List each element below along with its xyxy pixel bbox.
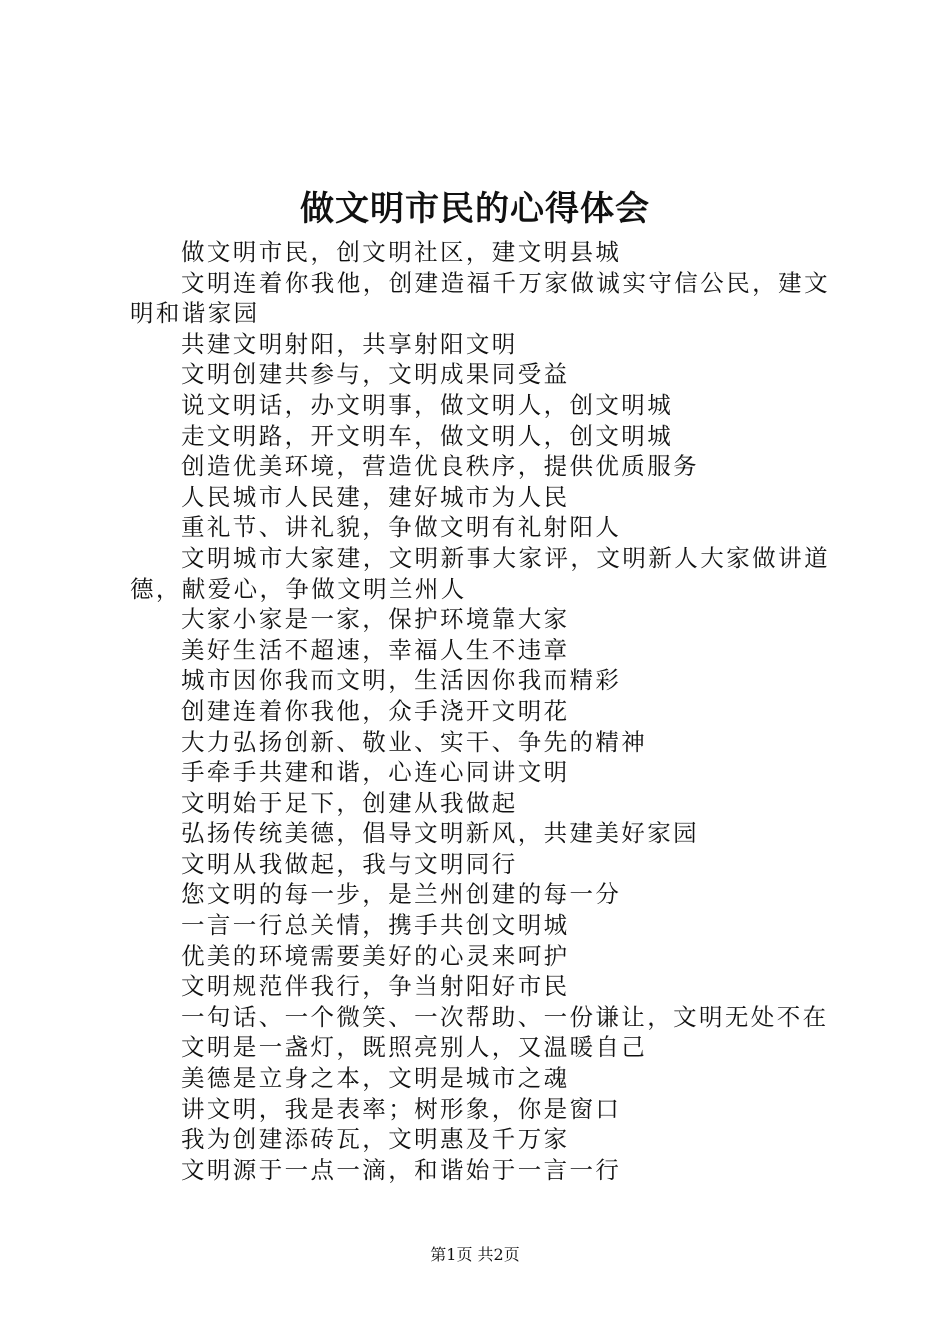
paragraph: 文明连着你我他，创建造福千万家做诚实守信公民，建文明和谐家园 bbox=[130, 268, 830, 328]
paragraph: 讲文明，我是表率；树形象，你是窗口 bbox=[181, 1094, 622, 1123]
paragraph: 城市因你我而文明，生活因你我而精彩 bbox=[181, 666, 622, 695]
paragraph: 创造优美环境，营造优良秩序，提供优质服务 bbox=[181, 452, 699, 481]
paragraph: 创建连着你我他，众手浇开文明花 bbox=[181, 696, 570, 725]
paragraph: 文明始于足下，创建从我做起 bbox=[181, 788, 518, 817]
paragraph: 重礼节、讲礼貌，争做文明有礼射阳人 bbox=[181, 513, 622, 542]
paragraph: 说文明话，办文明事，做文明人，创文明城 bbox=[181, 390, 674, 419]
paragraph: 优美的环境需要美好的心灵来呵护 bbox=[181, 941, 570, 970]
paragraph: 弘扬传统美德，倡导文明新风，共建美好家园 bbox=[181, 819, 699, 848]
paragraph: 文明源于一点一滴，和谐始于一言一行 bbox=[181, 1155, 622, 1184]
paragraph: 文明创建共参与，文明成果同受益 bbox=[181, 360, 570, 389]
paragraph: 手牵手共建和谐，心连心同讲文明 bbox=[181, 758, 570, 787]
paragraph: 文明是一盏灯，既照亮别人，又温暖自己 bbox=[181, 1033, 648, 1062]
paragraph: 美好生活不超速，幸福人生不违章 bbox=[181, 635, 570, 664]
paragraph: 走文明路，开文明车，做文明人，创文明城 bbox=[181, 421, 674, 450]
page-footer: 第1页 共2页 bbox=[430, 1245, 520, 1264]
paragraph: 做文明市民，创文明社区，建文明县城 bbox=[181, 238, 622, 266]
paragraph: 共建文明射阳，共享射阳文明 bbox=[181, 329, 518, 358]
paragraph: 美德是立身之本，文明是城市之魂 bbox=[181, 1064, 570, 1093]
paragraph: 文明城市大家建，文明新事大家评，文明新人大家做讲道德，献爱心，争做文明兰州人 bbox=[130, 543, 830, 603]
paragraph: 人民城市人民建，建好城市为人民 bbox=[181, 482, 570, 511]
document-body bbox=[130, 237, 830, 1185]
paragraph: 一言一行总关情，携手共创文明城 bbox=[181, 911, 570, 940]
paragraph: 文明从我做起，我与文明同行 bbox=[181, 849, 518, 878]
paragraph: 我为创建添砖瓦，文明惠及千万家 bbox=[181, 1125, 570, 1154]
paragraph: 文明规范伴我行，争当射阳好市民 bbox=[181, 972, 570, 1001]
paragraph: 您文明的每一步，是兰州创建的每一分 bbox=[181, 880, 622, 909]
paragraph: 大力弘扬创新、敬业、实干、争先的精神 bbox=[181, 727, 648, 756]
page-title: 做文明市民的心得体会 bbox=[300, 189, 650, 229]
paragraph: 一句话、一个微笑、一次帮助、一份谦让，文明无处不在 bbox=[181, 1002, 829, 1031]
paragraph: 大家小家是一家，保护环境靠大家 bbox=[181, 605, 570, 634]
